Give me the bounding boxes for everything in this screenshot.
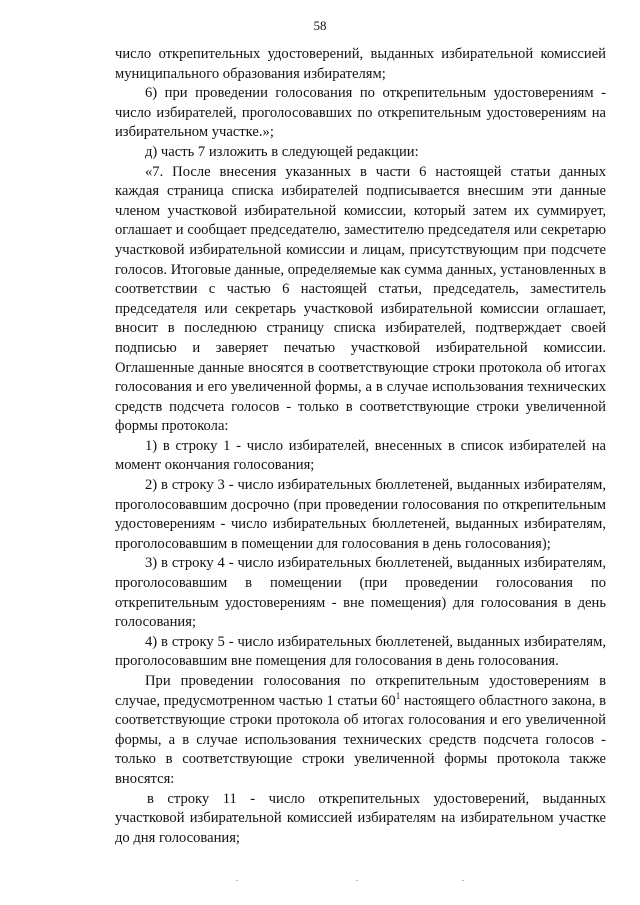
list-item: 3) в строку 4 - число избирательных бюллетеней, выданных избирателям, проголосовавшим в помещении (при проведении голосования по открепительным удостоверениям - вне помещения) для голосования в день голосования; — [115, 555, 606, 631]
scan-speck — [236, 880, 238, 881]
document-body — [115, 45, 606, 848]
paragraph: число открепительных удостоверений, выданных избирательной комиссией муниципального образования избирателям; — [115, 46, 606, 82]
paragraph: д) часть 7 изложить в следующей редакции: — [145, 143, 419, 160]
scan-speck — [462, 880, 464, 881]
superscript: 1 — [395, 690, 401, 701]
paragraph-text-part: настоящего областного закона, в соответствующие строки протокола об итогах голосования и его увеличенной формы, а в случае использования технических средств подсчета голосов - только в соответствующие строки увеличенной формы протокола также вносятся: — [115, 692, 606, 787]
paragraph: 6) при проведении голосования по открепительным удостоверениям - число избирателей, проголосовавших по открепительным удостоверениям на избирательном участке.»; — [115, 85, 606, 141]
page-number: 58 — [313, 18, 327, 33]
list-item: 2) в строку 3 - число избирательных бюллетеней, выданных избирателям, проголосовавшим досрочно (при проведении голосования по открепительным удостоверениям - число избирательных бюллетеней, выданных избирателям, проголосовавшим в помещении для голосования в день голосования); — [115, 477, 606, 552]
list-item: 4) в строку 5 - число избирательных бюллетеней, выданных избирателям, проголосовавшим вне помещения для голосования в день голосования. — [115, 633, 606, 670]
list-item: 1) в строку 1 - число избирателей, внесенных в список избирателей на момент окончания голосования; — [115, 437, 606, 474]
paragraph — [115, 672, 606, 790]
paragraph: «7. После внесения указанных в части 6 настоящей статьи данных каждая страница списка избирателей подписывается внесшим эти данные членом участковой избирательной комиссии, который затем их суммирует, оглашает и сообщает председателю, заместителю председателя или секретарю участковой избирательной комиссии и лицам, присутствующим при подсчете голосов. Итоговые данные, определяемые как сумма данных, установленных в соответствии с частью 6 настоящей статьи, председатель, заместитель председателя или секретарь участковой избирательной комиссии оглашает, вносит в последнюю страницу списка избирателей, подтверждает своей подписью и заверяет печатью участковой избирательной комиссии. Оглашенные данные вносятся в соответствующие строки протокола об итогах голосования и его увеличенной формы, а в случае использования технических средств подсчета голосов - только в соответствующие строки увеличенной формы протокола: — [115, 163, 606, 435]
paragraph: в строку 11 - число открепительных удостоверений, выданных участковой избирательной комиссией избирателям на избирательном участке до дня голосования; — [115, 790, 606, 846]
scan-speck — [356, 880, 358, 881]
paragraph-text-part: При проведении голосования по открепительным удостоверениям в случае, предусмотренном частью 1 статьи 60 — [115, 673, 606, 709]
